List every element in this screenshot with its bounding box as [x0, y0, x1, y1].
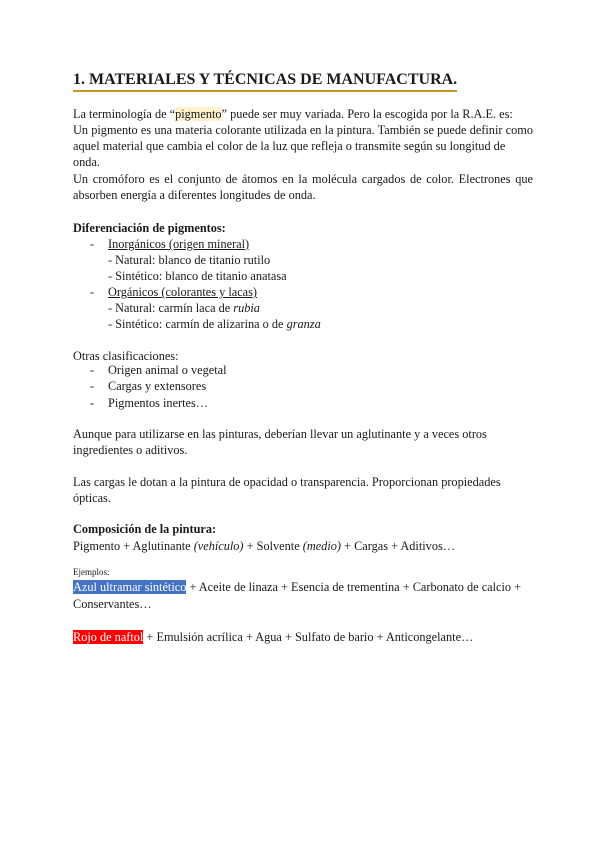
inorganicos-natural: - Natural: blanco de titanio rutilo	[108, 253, 271, 267]
cargas-line-2: ópticas.	[73, 491, 111, 505]
ejemplo-1-text: + Aceite de linaza + Esencia de trementina + Carbonato de calcio +	[186, 580, 522, 594]
formula-part: Pigmento + Aglutinante	[73, 539, 194, 553]
organicos-natural-text: - Natural: carmín laca de	[108, 301, 234, 315]
otras-item: Pigmentos inertes…	[108, 396, 209, 410]
otras-item: Origen animal o vegetal	[108, 363, 227, 377]
cromoforo-line-2: absorben energía a diferentes longitudes de onda.	[73, 188, 316, 202]
otras-title: Otras clasificaciones:	[73, 349, 179, 363]
rubia-italic: rubia	[233, 301, 260, 315]
otras-item: Cargas y extensores	[108, 379, 207, 393]
organicos-label: Orgánicos (colorantes y lacas)	[108, 285, 257, 299]
organicos-sintetico-text: - Sintético: carmín de alizarina o de	[108, 317, 287, 331]
aglutinante-line-1: Aunque para utilizarse en las pinturas, deberían llevar un aglutinante y a veces otros	[73, 427, 487, 441]
pigmento-highlight: pigmento	[175, 107, 222, 121]
composicion-formula	[73, 538, 533, 554]
intro-line-3: aquel material que cambia el color de la luz que refleja o transmite según su longitud de onda.	[73, 139, 506, 169]
composicion-title: Composición de la pintura:	[73, 522, 217, 536]
organicos-natural	[108, 300, 260, 316]
cargas-line-1: Las cargas le dotan a la pintura de opacidad o transparencia. Proporcionan propiedades	[73, 475, 501, 489]
formula-part: + Solvente	[243, 539, 303, 553]
inorganicos-sintetico: - Sintético: blanco de titanio anatasa	[108, 269, 287, 283]
organicos-sintetico	[108, 316, 321, 332]
intro-text-a: La terminología de “	[73, 107, 176, 121]
azul-ultramar-highlight: Azul ultramar sintético	[73, 580, 187, 594]
ejemplo-1	[73, 579, 533, 595]
intro-line-1	[73, 106, 533, 122]
aglutinante-line-2: ingredientes o aditivos.	[73, 443, 188, 457]
inorganicos-label: Inorgánicos (origen mineral)	[108, 237, 250, 251]
intro-line-2: Un pigmento es una materia colorante utilizada en la pintura. También se puede definir como	[73, 123, 533, 137]
list-dash: -	[90, 237, 95, 251]
formula-part: + Cargas + Aditivos…	[340, 539, 456, 553]
intro-text-b: ” puede ser muy variada. Pero la escogida por la R.A.E. es:	[221, 107, 513, 121]
list-dash: -	[90, 363, 95, 377]
diferenciacion-title: Diferenciación de pigmentos:	[73, 221, 226, 235]
ejemplo-2-text: + Emulsión acrílica + Agua + Sulfato de bario + Anticongelante…	[143, 630, 474, 644]
section-heading: 1. MATERIALES Y TÉCNICAS DE MANUFACTURA.	[73, 71, 457, 92]
list-dash: -	[90, 396, 95, 410]
medio-italic: (medio)	[302, 539, 341, 553]
ejemplos-label: Ejemplos:	[73, 567, 110, 577]
ejemplo-1-line-2: Conservantes…	[73, 597, 152, 611]
ejemplo-2	[73, 629, 533, 645]
rojo-naftol-highlight: Rojo de naftol	[73, 630, 144, 644]
granza-italic: granza	[286, 317, 321, 331]
cromoforo-line-1: Un cromóforo es el conjunto de átomos en la molécula cargados de color. Electrones que	[73, 172, 533, 186]
list-dash: -	[90, 379, 95, 393]
vehiculo-italic: (vehículo)	[193, 539, 244, 553]
list-dash: -	[90, 285, 95, 299]
